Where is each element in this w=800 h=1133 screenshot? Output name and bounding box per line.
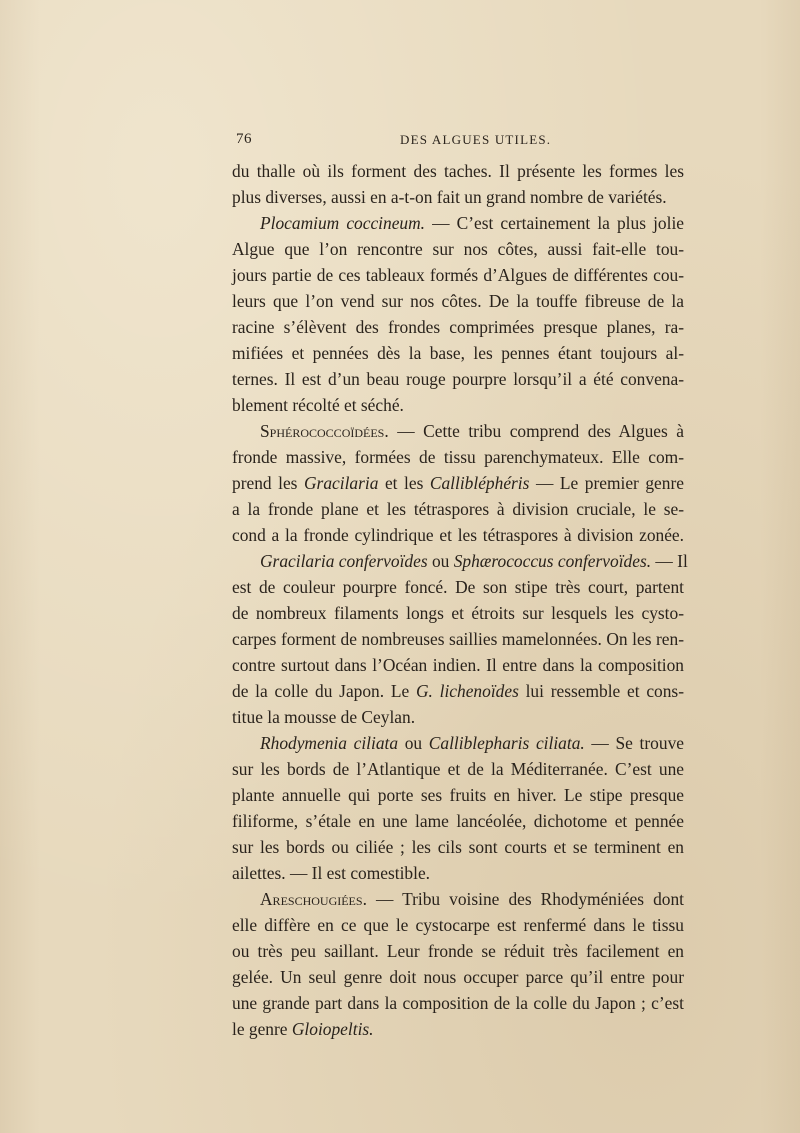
text-run: mifiées et pennées dès la base, les pennes étant toujours al- — [232, 343, 684, 363]
text-run: ailettes. — Il est comestible. — [232, 863, 431, 883]
text-run: plante annuelle qui porte ses fruits en hiver. Le stipe presque — [232, 785, 684, 805]
text-run: et les — [378, 473, 430, 493]
text-run: une grande part dans la composition de la colle du Japon ; c’est — [232, 993, 684, 1013]
text-line — [232, 678, 684, 704]
text-line — [232, 158, 684, 184]
text-run: jours partie de ces tableaux formés d’Algues de différentes cou- — [232, 265, 684, 285]
text-run: — Cette tribu comprend des Algues à — [388, 421, 684, 441]
text-run: plus diverses, aussi en a-t-on fait un grand nombre de variétés. — [232, 187, 667, 207]
text-line — [232, 756, 684, 782]
text-line — [232, 704, 684, 730]
text-run: leurs que l’on vend sur nos côtes. De la touffe fibreuse de la — [232, 291, 684, 311]
italic-term: Sphærococcus confervoïdes. — [453, 551, 652, 571]
text-line — [232, 652, 684, 678]
text-run: du thalle où ils forment des taches. Il présente les formes les — [232, 161, 684, 181]
text-run: de la colle du Japon. Le — [232, 681, 416, 701]
text-run: filiforme, s’étale en une lame lancéolée, dichotome et pennée — [232, 811, 684, 831]
text-run: fronde massive, formées de tissu parenchymateux. Elle com- — [232, 447, 684, 467]
text-run: — Le premier genre — [529, 473, 684, 493]
running-head: DES ALGUES UTILES. — [400, 132, 552, 147]
body-text — [232, 158, 688, 1042]
text-run: titue la mousse de Ceylan. — [232, 707, 416, 727]
text-line — [232, 288, 684, 314]
text-line — [232, 1016, 684, 1042]
text-line — [232, 470, 684, 496]
text-line — [232, 860, 684, 886]
text-run: Algue que l’on rencontre sur nos côtes, aussi fait-elle tou- — [232, 239, 684, 259]
italic-term: Rhodymenia ciliata — [260, 733, 399, 753]
text-run: ou — [398, 733, 429, 753]
text-run: ou très peu saillant. Leur fronde se réduit très facilement en — [232, 941, 684, 961]
text-line — [232, 392, 684, 418]
text-line — [232, 496, 684, 522]
italic-term: Calliblepharis ciliata. — [428, 733, 585, 753]
text-line — [232, 340, 684, 366]
text-run: a la fronde plane et les tétraspores à division cruciale, le se- — [232, 499, 684, 519]
text-run: — C’est certainement la plus jolie — [425, 213, 684, 233]
text-run: prend les — [232, 473, 304, 493]
italic-term: Gloiopeltis. — [291, 1019, 374, 1039]
italic-term: Gracilaria — [304, 473, 379, 493]
text-run: contre surtout dans l’Océan indien. Il entre dans la composition — [232, 655, 684, 675]
text-line — [232, 938, 684, 964]
text-run: ou — [427, 551, 454, 571]
text-run: — Il — [651, 551, 688, 571]
page-number: 76 — [236, 131, 252, 147]
text-run: sur les bords ou ciliée ; les cils sont courts et se terminent en — [232, 837, 684, 857]
text-line — [232, 964, 684, 990]
text-run: elle diffère en ce que le cystocarpe est renfermé dans le tissu — [232, 915, 684, 935]
text-run: le genre — [232, 1019, 292, 1039]
text-line — [232, 834, 684, 860]
text-line — [232, 808, 684, 834]
text-line — [232, 522, 684, 548]
text-run: lui ressemble et cons- — [518, 681, 684, 701]
text-run: carpes forment de nombreuses saillies mamelonnées. On les ren- — [232, 629, 684, 649]
text-line — [232, 184, 684, 210]
italic-term: Callibléphéris — [429, 473, 530, 493]
text-run: cond a la fronde cylindrique et les tétraspores à division zonée. — [232, 525, 684, 545]
italic-term: G. lichenoïdes — [415, 681, 519, 701]
text-line — [232, 782, 684, 808]
text-line — [232, 210, 684, 236]
section-heading: Sphérococcoïdées. — [260, 421, 389, 441]
italic-term: Plocamium coccineum. — [260, 213, 426, 233]
text-line — [232, 366, 684, 392]
text-line — [232, 600, 684, 626]
text-line — [232, 314, 684, 340]
italic-term: Gracilaria confervoïdes — [260, 551, 428, 571]
text-line — [232, 418, 684, 444]
text-line — [232, 626, 684, 652]
text-line — [232, 912, 684, 938]
text-line — [232, 262, 684, 288]
text-line — [232, 548, 688, 574]
text-run: de nombreux filaments longs et étroits sur lesquels les cysto- — [232, 603, 684, 623]
text-line — [232, 990, 684, 1016]
text-run: sur les bords de l’Atlantique et de la Méditerranée. C’est une — [232, 759, 684, 779]
text-line — [232, 730, 684, 756]
page-header — [232, 131, 684, 155]
text-run: gelée. Un seul genre doit nous occuper parce qu’il entre pour — [232, 967, 684, 987]
text-run: racine s’élèvent des frondes comprimées presque planes, ra- — [232, 317, 684, 337]
text-line — [232, 236, 684, 262]
text-run: — Se trouve — [584, 733, 684, 753]
text-run: — Tribu voisine des Rhodyméniées dont — [366, 889, 684, 909]
text-line — [232, 574, 684, 600]
section-heading: Areschougiées. — [260, 889, 367, 909]
text-run: blement récolté et séché. — [232, 395, 404, 415]
text-line — [232, 444, 684, 470]
text-run: ternes. Il est d’un beau rouge pourpre lorsqu’il a été convena- — [232, 369, 684, 389]
text-run: est de couleur pourpre foncé. De son stipe très court, partent — [232, 577, 684, 597]
text-line — [232, 886, 684, 912]
